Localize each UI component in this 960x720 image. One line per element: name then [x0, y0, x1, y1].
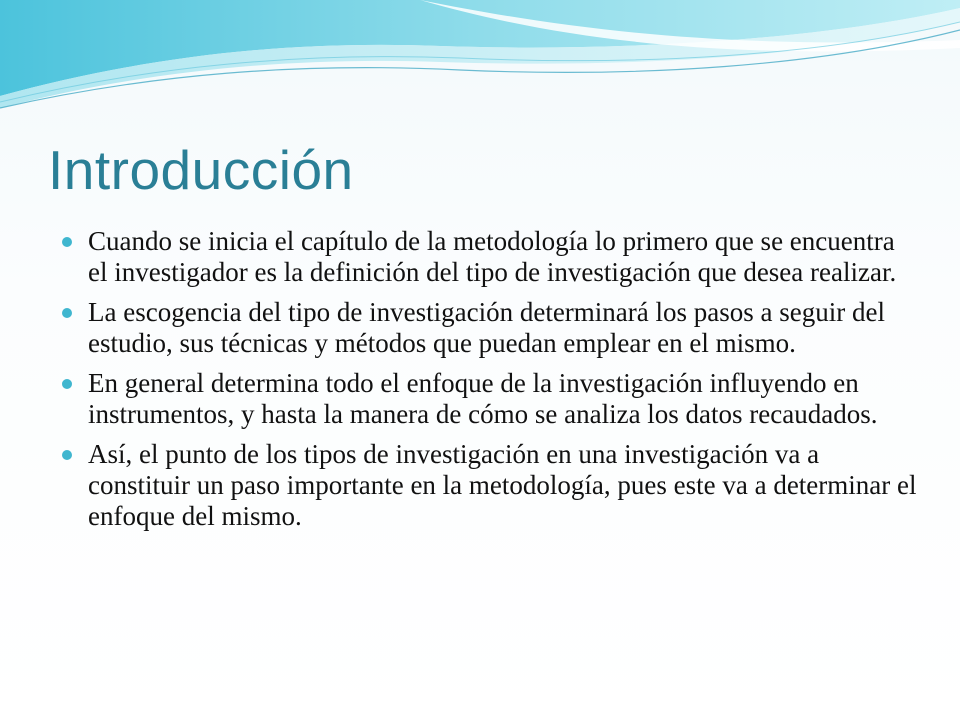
bullet-item — [58, 226, 918, 288]
bullet-item — [58, 439, 918, 532]
slide-title: Introducción — [48, 139, 354, 201]
bullet-list — [58, 226, 918, 541]
bullet-text: Así, el punto de los tipos de investigación en una investigación va a constituir un paso importante en la metodología, pues este va a determinar el enfoque del mismo. — [88, 439, 917, 531]
bullet-dot-icon — [62, 379, 72, 389]
bullet-dot-icon — [62, 450, 72, 460]
bullet-text: La escogencia del tipo de investigación determinará los pasos a seguir del estudio, sus técnicas y métodos que puedan emplear en el mismo. — [88, 297, 885, 358]
bullet-item — [58, 368, 918, 430]
bullet-dot-icon — [62, 308, 72, 318]
bullet-item — [58, 297, 918, 359]
bullet-text: Cuando se inicia el capítulo de la metodología lo primero que se encuentra el investigador es la definición del tipo de investigación que desea realizar. — [88, 226, 897, 287]
decorative-wave-banner — [0, 0, 960, 120]
bullet-text: En general determina todo el enfoque de la investigación influyendo en instrumentos, y hasta la manera de cómo se analiza los datos recaudados. — [88, 368, 878, 429]
bullet-dot-icon — [62, 237, 72, 247]
